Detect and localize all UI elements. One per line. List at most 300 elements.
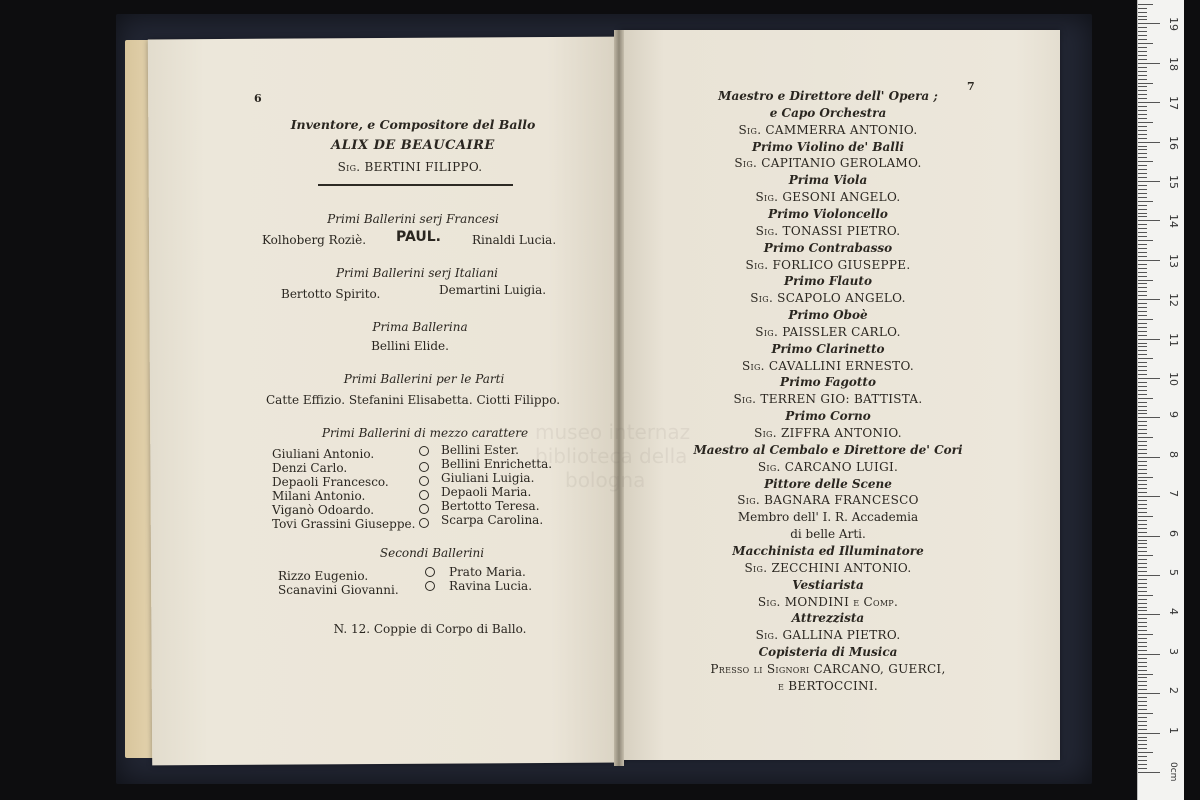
ruler-number: 19 (1167, 17, 1180, 32)
ruler-tick (1138, 540, 1147, 541)
ruler-tick (1138, 516, 1153, 517)
ruler-number: 6 (1167, 529, 1180, 537)
ruler-tick (1138, 280, 1153, 281)
person-name: Sig. BAGNARA FRANCESCO (737, 493, 919, 508)
ruler-tick (1138, 90, 1147, 91)
ruler-tick (1138, 571, 1147, 572)
person-name: Sig. FORLICO GIUSEPPE. (745, 257, 911, 272)
ruler-tick (1138, 236, 1147, 237)
ruler-number: 2 (1167, 687, 1180, 695)
ruler-tick (1138, 760, 1147, 761)
ruler-tick (1138, 63, 1160, 64)
ruler-tick (1138, 177, 1147, 178)
ruler-tick (1138, 500, 1147, 501)
separator-ornament (425, 581, 435, 591)
ruler-tick (1138, 114, 1147, 115)
ruler-tick (1138, 248, 1147, 249)
ruler-tick (1138, 4, 1153, 5)
ruler-tick (1138, 193, 1147, 194)
ruler-tick (1138, 201, 1153, 202)
ruler-tick (1138, 75, 1147, 76)
ruler-tick (1138, 575, 1160, 576)
ruler-tick (1138, 51, 1147, 52)
ruler-tick (1138, 102, 1160, 103)
ruler-number: 10 (1167, 372, 1180, 386)
ruler-tick (1138, 264, 1147, 265)
ruler-tick (1138, 595, 1153, 596)
title-rule (318, 184, 513, 186)
ruler-tick (1138, 197, 1147, 198)
ruler-tick (1138, 79, 1147, 80)
dancer-name: Tovi Grassini Giuseppe. (272, 517, 416, 531)
role-title: e Capo Orchestra (769, 105, 887, 120)
section-title-mezzo-carattere: Primi Ballerini di mezzo carattere (321, 426, 529, 440)
role-title: Primo Corno (785, 409, 871, 424)
ruler-tick (1138, 358, 1153, 359)
separator-ornament (419, 462, 429, 472)
ruler-tick (1138, 268, 1147, 269)
role-title: Attrezzista (791, 611, 865, 626)
ruler-tick (1138, 374, 1147, 375)
ruler-tick (1138, 658, 1147, 659)
ruler-tick (1138, 543, 1147, 544)
ruler-tick (1138, 220, 1160, 221)
ruler-tick (1138, 71, 1147, 72)
ruler-tick (1138, 689, 1147, 690)
ruler-unit-label: 0cm (1168, 762, 1178, 782)
ruler-tick (1138, 169, 1147, 170)
ruler-tick (1138, 638, 1147, 639)
dancer-name: Bertotto Teresa. (441, 499, 540, 513)
ruler-tick (1138, 634, 1153, 635)
ruler-number: 13 (1167, 253, 1180, 268)
ruler-tick (1138, 417, 1160, 418)
ruler-tick (1138, 8, 1147, 9)
ruler-tick (1138, 772, 1160, 773)
separator-ornament (419, 490, 429, 500)
ruler-tick (1138, 39, 1147, 40)
ruler-tick (1138, 402, 1147, 403)
ruler-tick (1138, 559, 1147, 560)
ruler-tick (1138, 130, 1147, 131)
ruler-tick (1138, 181, 1160, 182)
section-title-per-le-parti: Primi Ballerini per le Parti (343, 372, 505, 386)
ruler-tick (1138, 323, 1147, 324)
ruler-tick (1138, 23, 1160, 24)
ruler-number: 11 (1167, 332, 1180, 347)
dancer-name: Rinaldi Lucia. (472, 233, 557, 247)
ruler-tick (1138, 437, 1153, 438)
ruler-tick (1138, 670, 1147, 671)
ruler-tick (1138, 717, 1147, 718)
ruler-tick (1138, 398, 1153, 399)
person-name: Sig. CAMMERRA ANTONIO. (738, 122, 918, 137)
person-name: Sig. CAVALLINI ERNESTO. (741, 358, 915, 373)
ruler-number: 18 (1167, 56, 1180, 71)
role-title: Primo Flauto (784, 274, 872, 289)
ruler-tick (1138, 622, 1147, 623)
ruler-tick (1138, 567, 1147, 568)
role-title: Primo Clarinetto (771, 341, 885, 356)
ruler-tick (1138, 764, 1147, 765)
dancer-name: Depaoli Francesco. (272, 475, 389, 489)
ruler-tick (1138, 94, 1147, 95)
ruler-tick (1138, 299, 1160, 300)
ruler-tick (1138, 303, 1147, 304)
ruler-tick (1138, 413, 1147, 414)
dancer-name: Rizzo Eugenio. (278, 569, 369, 583)
dancer-name: Kolhoberg Roziè. (262, 233, 367, 247)
role-title: Vestiarista (792, 577, 864, 592)
dancer-name: Bellini Enrichetta. (441, 457, 553, 471)
ruler-tick (1138, 126, 1147, 127)
section-title-serj-francesi: Primi Ballerini serj Francesi (327, 212, 499, 226)
dancer-name: Scarpa Carolina. (441, 513, 544, 527)
ruler-tick (1138, 457, 1160, 458)
role-title: Primo Violoncello (768, 206, 888, 221)
person-name: Sig. ZECCHINI ANTONIO. (744, 560, 912, 575)
ruler-tick (1138, 524, 1147, 525)
ruler-tick (1138, 378, 1160, 379)
ruler-tick (1138, 43, 1153, 44)
dancer-name: Denzi Carlo. (272, 461, 348, 475)
ruler-tick (1138, 591, 1147, 592)
role-title: Prima Viola (788, 173, 868, 188)
ruler-tick (1138, 547, 1147, 548)
ruler-tick (1138, 165, 1147, 166)
ruler-number: 17 (1167, 96, 1180, 111)
section-title-secondi: Secondi Ballerini (379, 546, 485, 560)
dancer-name: Milani Antonio. (272, 489, 366, 503)
role-title: Copisteria di Musica (758, 645, 898, 660)
ruler-tick (1138, 224, 1147, 225)
ruler-tick (1138, 283, 1147, 284)
ruler-number: 3 (1167, 647, 1180, 655)
ruler-number: 15 (1167, 175, 1180, 189)
ruler-tick (1138, 421, 1147, 422)
ruler-tick (1138, 67, 1147, 68)
role-title: Pittore delle Scene (764, 476, 892, 491)
ruler-tick (1138, 406, 1147, 407)
ruler-tick (1138, 339, 1160, 340)
ruler-tick (1138, 429, 1147, 430)
role-title: Primo Fagotto (780, 375, 876, 390)
ruler-tick (1138, 701, 1147, 702)
person-name: Sig. SCAPOLO ANGELO. (750, 291, 906, 306)
ruler-tick (1138, 122, 1153, 123)
ruler-tick (1138, 626, 1147, 627)
ruler-tick (1138, 610, 1147, 611)
ruler-tick (1138, 752, 1153, 753)
ruler-tick (1138, 677, 1147, 678)
ruler-tick (1138, 733, 1160, 734)
ruler-tick (1138, 492, 1147, 493)
ruler-tick (1138, 189, 1147, 190)
ruler-tick (1138, 599, 1147, 600)
ruler-tick (1138, 366, 1147, 367)
dancer-name: Demartini Luigia. (439, 283, 547, 297)
role-title: Primo Violino de' Balli (752, 139, 904, 154)
ruler-tick (1138, 713, 1153, 714)
ruler-number: 7 (1167, 490, 1180, 498)
page-number-right: 7 (967, 80, 975, 93)
ruler-tick (1138, 382, 1147, 383)
role-title: Maestro e Direttore dell' Opera ; (718, 89, 938, 103)
ruler-tick (1138, 705, 1147, 706)
person-name: Sig. CARCANO LUIGI. (757, 459, 899, 474)
ruler-tick (1138, 563, 1147, 564)
dancer-name-paul: PAUL. (396, 229, 441, 245)
ruler-tick (1138, 528, 1147, 529)
ruler-tick (1138, 354, 1147, 355)
ballet-title: ALIX DE BEAUCAIRE (331, 138, 495, 153)
ruler-tick (1138, 583, 1147, 584)
ruler-tick (1138, 362, 1147, 363)
ruler-tick (1138, 209, 1147, 210)
dancer-name: Depaoli Maria. (441, 485, 532, 499)
ruler-tick (1138, 276, 1147, 277)
ruler-tick (1138, 295, 1147, 296)
ruler-tick (1138, 654, 1160, 655)
ruler-tick (1138, 335, 1147, 336)
ruler-tick (1138, 681, 1147, 682)
page-number-left: 6 (254, 92, 262, 105)
person-name: Sig. TERREN GIO: BATTISTA. (733, 392, 923, 407)
ruler-tick (1138, 630, 1147, 631)
ruler-tick (1138, 370, 1147, 371)
ruler-tick (1138, 642, 1147, 643)
ruler-tick (1138, 343, 1147, 344)
dancer-name: Bellini Ester. (441, 443, 519, 457)
ruler-tick (1138, 216, 1147, 217)
person-name: Sig. CAPITANIO GEROLAMO. (734, 156, 922, 171)
ruler-tick (1138, 488, 1147, 489)
separator-ornament (419, 476, 429, 486)
watermark-line: museo internaz (535, 420, 691, 444)
ruler-tick (1138, 272, 1147, 273)
ruler-tick (1138, 536, 1160, 537)
ruler-tick (1138, 106, 1147, 107)
ruler-tick (1138, 650, 1147, 651)
ruler-number: 16 (1167, 135, 1180, 150)
ruler-tick (1138, 748, 1147, 749)
ruler-tick (1138, 410, 1147, 411)
ballo-heading: Inventore, e Compositore del Ballo (290, 117, 536, 132)
person-name: Sig. TONASSI PIETRO. (755, 223, 901, 238)
ruler-tick (1138, 228, 1147, 229)
ruler-tick (1138, 244, 1147, 245)
ruler-tick (1138, 185, 1147, 186)
ruler-tick (1138, 433, 1147, 434)
ruler-tick (1138, 110, 1147, 111)
ruler-tick (1138, 157, 1147, 158)
dancer-name: Viganò Odoardo. (272, 503, 375, 517)
ruler-tick (1138, 31, 1147, 32)
ruler-tick (1138, 86, 1147, 87)
ruler-tick (1138, 480, 1147, 481)
person-name: Sig. GALLINA PIETRO. (755, 628, 901, 643)
measuring-ruler (1137, 0, 1184, 800)
ruler-tick (1138, 603, 1147, 604)
watermark-line: biblioteca della (535, 444, 688, 468)
ruler-number: 8 (1167, 450, 1180, 458)
ruler-number: 1 (1167, 726, 1180, 734)
ruler-tick (1138, 134, 1147, 135)
ruler-number: 14 (1167, 214, 1180, 229)
ruler-tick (1138, 729, 1147, 730)
person-name: Sig. PAISSLER CARLO. (755, 324, 901, 339)
ruler-tick (1138, 16, 1147, 17)
person-name: Membro dell' I. R. Accademia (737, 510, 919, 525)
ruler-tick (1138, 453, 1147, 454)
ruler-number: 12 (1167, 293, 1180, 308)
ruler-tick (1138, 83, 1153, 84)
ruler-number: 5 (1167, 569, 1180, 576)
dancer-name: Prato Maria. (449, 565, 526, 579)
separator-ornament (419, 504, 429, 514)
dancer-name: Ravina Lucia. (449, 579, 533, 593)
ruler-tick (1138, 256, 1147, 257)
ruler-tick (1138, 504, 1147, 505)
ruler-tick (1138, 473, 1147, 474)
person-name: Sig. ZIFFRA ANTONIO. (754, 426, 902, 440)
ruler-tick (1138, 232, 1147, 233)
section-title-serj-italiani: Primi Ballerini serj Italiani (335, 266, 499, 280)
ruler-tick (1138, 146, 1147, 147)
ruler-tick (1138, 386, 1147, 387)
ruler-tick (1138, 607, 1147, 608)
ruler-tick (1138, 307, 1147, 308)
ruler-tick (1138, 98, 1147, 99)
ruler-tick (1138, 35, 1147, 36)
role-title: Primo Contrabasso (763, 240, 893, 255)
ruler-tick (1138, 465, 1147, 466)
library-watermark (535, 420, 690, 492)
ruler-tick (1138, 512, 1147, 513)
ruler-tick (1138, 674, 1153, 675)
ruler-tick (1138, 520, 1147, 521)
ruler-tick (1138, 756, 1147, 757)
ruler-tick (1138, 331, 1147, 332)
ruler-tick (1138, 551, 1147, 552)
dancer-name: Bellini Elide. (371, 339, 449, 353)
ruler-tick (1138, 685, 1147, 686)
ruler-tick (1138, 532, 1147, 533)
ruler-number: 4 (1167, 608, 1180, 616)
separator-ornament (419, 446, 429, 456)
ruler-tick (1138, 725, 1147, 726)
person-name: Sig. GESONI ANGELO. (755, 190, 901, 205)
ruler-tick (1138, 662, 1147, 663)
ruler-tick (1138, 311, 1147, 312)
ruler-tick (1138, 709, 1147, 710)
separator-ornament (425, 567, 435, 577)
ruler-tick (1138, 484, 1147, 485)
composer-name: Sig. BERTINI FILIPPO. (337, 160, 483, 174)
ruler-tick (1138, 737, 1147, 738)
ruler-tick (1138, 425, 1147, 426)
ruler-tick (1138, 394, 1147, 395)
role-title: Maestro al Cembalo e Direttore de' Cori (693, 442, 963, 457)
separator-ornament (419, 518, 429, 528)
ruler-tick (1138, 721, 1147, 722)
ruler-number: 9 (1167, 411, 1180, 419)
ruler-tick (1138, 153, 1147, 154)
ruler-tick (1138, 587, 1147, 588)
ruler-tick (1138, 327, 1147, 328)
dancer-name: Giuliani Antonio. (272, 447, 375, 461)
ruler-tick (1138, 697, 1147, 698)
ruler-tick (1138, 291, 1147, 292)
ruler-tick (1138, 618, 1147, 619)
section-title-prima-ballerina: Prima Ballerina (372, 320, 468, 334)
dancer-names-line: Catte Effizio. Stefanini Elisabetta. Ciotti Filippo. (266, 393, 561, 407)
ruler-tick (1138, 744, 1147, 745)
ruler-tick (1138, 461, 1147, 462)
person-name: e BERTOCCINI. (778, 678, 878, 693)
role-title: Primo Oboè (788, 308, 868, 323)
corpo-di-ballo-note: N. 12. Coppie di Corpo di Ballo. (333, 622, 527, 636)
ruler-tick (1138, 740, 1147, 741)
ruler-tick (1138, 252, 1147, 253)
ruler-tick (1138, 441, 1147, 442)
ruler-tick (1138, 555, 1153, 556)
person-name: Sig. MONDINI e Comp. (757, 594, 899, 609)
ruler-tick (1138, 469, 1147, 470)
ruler-tick (1138, 666, 1147, 667)
ruler-tick (1138, 693, 1160, 694)
ruler-tick (1138, 47, 1147, 48)
ruler-tick (1138, 142, 1160, 143)
watermark-line: bologna (565, 468, 646, 492)
person-name: Presso li Signori CARCANO, GUERCI, (710, 661, 946, 676)
ruler-tick (1138, 496, 1160, 497)
ruler-tick (1138, 579, 1147, 580)
ruler-tick (1138, 138, 1147, 139)
ruler-tick (1138, 614, 1160, 615)
ruler-tick (1138, 390, 1147, 391)
ruler-tick (1138, 205, 1147, 206)
ruler-tick (1138, 315, 1147, 316)
ruler-tick (1138, 55, 1147, 56)
ruler-tick (1138, 59, 1147, 60)
dancer-name: Bertotto Spirito. (281, 287, 381, 301)
ruler-tick (1138, 646, 1147, 647)
ruler-tick (1138, 173, 1147, 174)
ruler-tick (1138, 287, 1147, 288)
ruler-tick (1138, 161, 1153, 162)
ruler-tick (1138, 19, 1147, 20)
ruler-tick (1138, 118, 1147, 119)
person-name: di belle Arti. (790, 527, 866, 542)
ruler-tick (1138, 350, 1147, 351)
book-gutter (614, 30, 624, 766)
ruler-tick (1138, 346, 1147, 347)
dancer-name: Giuliani Luigia. (441, 471, 535, 485)
ruler-tick (1138, 260, 1160, 261)
dancer-name: Scanavini Giovanni. (278, 583, 399, 597)
ruler-tick (1138, 477, 1153, 478)
ruler-tick (1138, 449, 1147, 450)
ruler-tick (1138, 27, 1147, 28)
ruler-tick (1138, 213, 1147, 214)
ruler-tick (1138, 508, 1147, 509)
role-title: Macchinista ed Illuminatore (732, 543, 924, 558)
ruler-tick (1138, 240, 1153, 241)
ruler-tick (1138, 12, 1147, 13)
ruler-tick (1138, 149, 1147, 150)
ruler-tick (1138, 319, 1153, 320)
